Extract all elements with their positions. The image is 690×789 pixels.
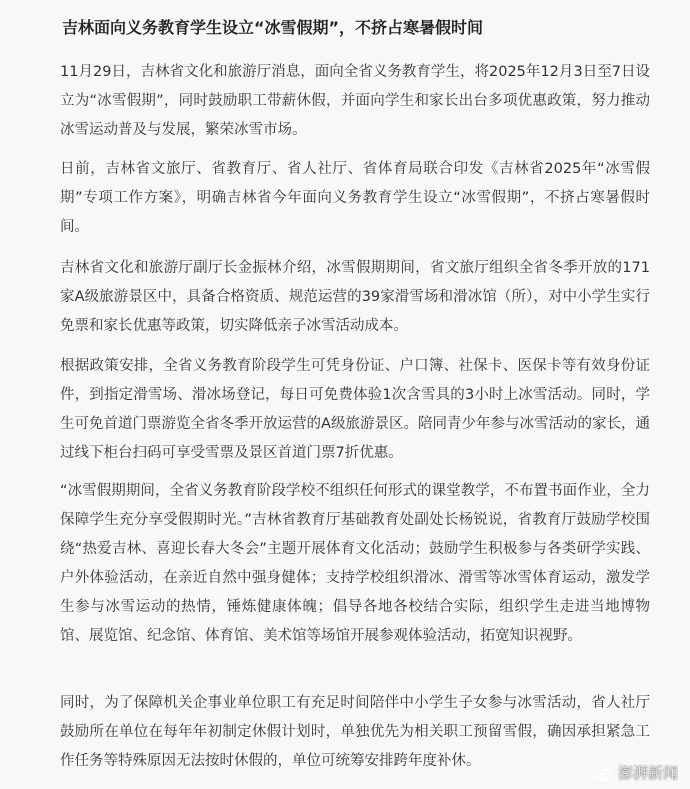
paragraph-1: 11月29日，吉林省文化和旅游厅消息，面向全省义务教育学生，将2025年12月3日至7日设立为“冰雪假期”，同时鼓励职工带薪休假，并面向学生和家长出台多项优惠政策，努力推动冰雪运动普及与发展，繁荣冰雪市场。 bbox=[60, 64, 650, 138]
paragraph-6: 同时，为了保障机关企事业单位职工有充足时间陪伴中小学生子女参与冰雪活动，省人社厅鼓励所在单位在每年年初制定休假计划时，单独优先为相关职工预留雪假，确因承担紧急工作任务等特殊原因无法按时休假的，单位可统筹安排跨年度补休。 bbox=[60, 695, 650, 769]
weibo-icon bbox=[594, 763, 614, 783]
paragraph-4: 根据政策安排，全省义务教育阶段学生可凭身份证、户口簿、社保卡、医保卡等有效身份证件，到指定滑雪场、滑冰场登记，每日可免费体验1次含雪具的3小时上冰雪活动。同时，学生可免首道门票游览全省冬季开放运营的A级旅游景区。陪同青少年参与冰雪活动的家长，通过线下柜台扫码可享受雪票及景区首道门票7折优惠。 bbox=[60, 358, 650, 461]
paragraph-2: 日前，吉林省文旅厅、省教育厅、省人社厅、省体育局联合印发《吉林省2025年“冰雪假期”专项工作方案》，明确吉林省今年面向义务教育学生设立“冰雪假期”，不挤占寒暑假时间。 bbox=[60, 161, 650, 235]
article-title: 吉林面向义务教育学生设立“冰雪假期”，不挤占寒暑假时间 bbox=[62, 18, 484, 37]
watermark bbox=[594, 762, 678, 783]
paragraph-5: “冰雪假期期间，全省义务教育阶段学校不组织任何形式的课堂教学，不布置书面作业，全力保障学生充分享受假期时光。”吉林省教育厅基础教育处副处长杨锐说，省教育厅鼓励学校围绕“热爱吉林、喜迎长春大冬会”主题开展体育文化活动；鼓励学生积极参与各类研学实践、户外体验活动，在亲近自然中强身健体；支持学校组织滑冰、滑雪等冰雪体育运动，激发学生参与冰雪运动的热情，锤炼健康体魄；倡导各地各校结合实际，组织学生走进当地博物馆、展览馆、纪念馆、体育馆、美术馆等场馆开展参观体验活动，拓宽知识视野。 bbox=[60, 483, 650, 644]
paragraph-3: 吉林省文化和旅游厅副厅长金振林介绍，冰雪假期期间，省文旅厅组织全省冬季开放的171家A级旅游景区中，具备合格资质、规范运营的39家滑雪场和滑冰馆（所），对中小学生实行免票和家长优惠等政策，切实降低亲子冰雪活动成本。 bbox=[60, 260, 650, 334]
watermark-text: 澎湃新闻 bbox=[617, 764, 678, 782]
